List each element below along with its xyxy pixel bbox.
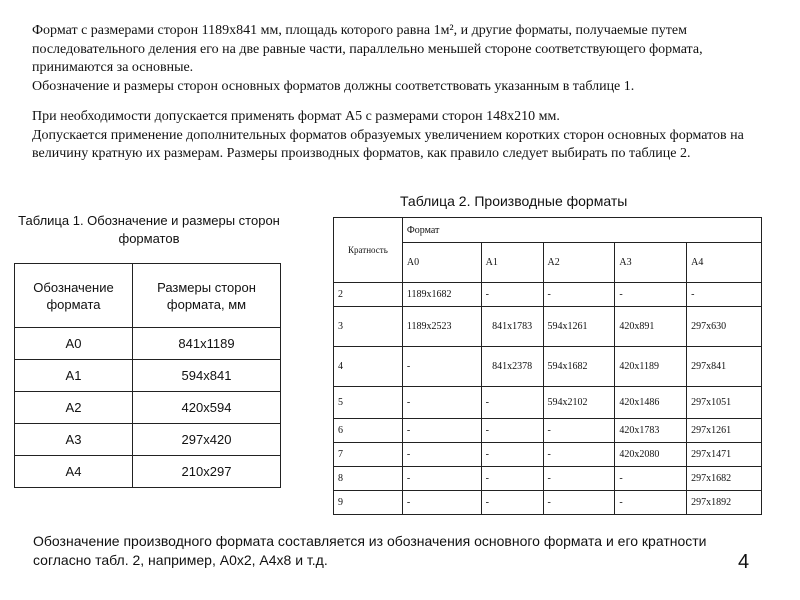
table-row bbox=[334, 387, 762, 419]
table2-cell: - bbox=[402, 419, 481, 443]
footer-note: Обозначение производного формата составляется из обозначения основного формата и его кратности согласно табл. 2, например, А0х2, А4х8 и т.д. bbox=[33, 533, 707, 568]
table2-cell: 420х2080 bbox=[615, 443, 687, 467]
table2-cell: - bbox=[543, 443, 615, 467]
table2-header-row bbox=[334, 218, 762, 243]
table2-cell: - bbox=[481, 467, 543, 491]
table1-cell: А1 bbox=[15, 360, 133, 392]
table2-cell: 420х1189 bbox=[615, 347, 687, 387]
table2-cell: - bbox=[687, 283, 762, 307]
table2-cell: - bbox=[615, 467, 687, 491]
table2-cell: - bbox=[481, 283, 543, 307]
table2-cell: 7 bbox=[334, 443, 403, 467]
table2-header-kratnost: Кратность bbox=[334, 218, 403, 283]
table2-header-format: Формат bbox=[402, 218, 761, 243]
table2-cell: - bbox=[543, 467, 615, 491]
table2-cell: 841х1783 bbox=[481, 307, 543, 347]
table-row bbox=[15, 328, 281, 360]
table-row bbox=[15, 360, 281, 392]
table-row bbox=[334, 443, 762, 467]
table2-cell: 297х630 bbox=[687, 307, 762, 347]
table2-cell: - bbox=[543, 419, 615, 443]
table2-format-label: А4 bbox=[687, 243, 762, 283]
intro-text-1: Формат с размерами сторон 1189х841 мм, площадь которого равна 1м², и другие форматы, получаемые путем последовательного деления его на две равные части, параллельно меньшей стороне соответствующего формата, принимаются за основные. bbox=[32, 23, 703, 75]
table1-cell: 841х1189 bbox=[133, 328, 281, 360]
table2-cell: 594х1261 bbox=[543, 307, 615, 347]
table2-cell: 594х2102 bbox=[543, 387, 615, 419]
table2-format-label: А3 bbox=[615, 243, 687, 283]
table2-cell: - bbox=[402, 467, 481, 491]
table1-cell: А4 bbox=[15, 456, 133, 488]
table1-caption: Таблица 1. Обозначение и размеры сторон форматов bbox=[18, 213, 280, 246]
table2-cell: 420х1783 bbox=[615, 419, 687, 443]
table2-cell: 297х1051 bbox=[687, 387, 762, 419]
table1-header-row bbox=[15, 264, 281, 328]
table2-cell: - bbox=[481, 419, 543, 443]
extra-text-2: Допускается применение дополнительных форматов образуемых увеличением коротких сторон основных форматов на величину кратную их размерам. Размеры производных форматов, как правило следует выбирать по таблице 2. bbox=[32, 127, 744, 161]
table-row bbox=[334, 491, 762, 515]
table1-header-sizes: Размеры сторон формата, мм bbox=[133, 264, 281, 328]
table1-cell: 594х841 bbox=[133, 360, 281, 392]
table1-cell: А2 bbox=[15, 392, 133, 424]
table-row bbox=[15, 456, 281, 488]
table2-cell: 594х1682 bbox=[543, 347, 615, 387]
table2-cell: 297х1892 bbox=[687, 491, 762, 515]
table-row bbox=[15, 392, 281, 424]
table2-cell: - bbox=[402, 443, 481, 467]
extra-paragraph bbox=[12, 108, 782, 164]
table2-caption: Таблица 2. Производные форматы bbox=[400, 193, 628, 209]
table1-cell: А3 bbox=[15, 424, 133, 456]
table2-format-label: А1 bbox=[481, 243, 543, 283]
table2 bbox=[333, 217, 762, 515]
table2-cell: 3 bbox=[334, 307, 403, 347]
table2-cell: - bbox=[481, 387, 543, 419]
table2-cell: 6 bbox=[334, 419, 403, 443]
table2-cell: 1189х1682 bbox=[402, 283, 481, 307]
table2-cell: 5 bbox=[334, 387, 403, 419]
table2-cell: 2 bbox=[334, 283, 403, 307]
table2-cell: 420х1486 bbox=[615, 387, 687, 419]
table-row bbox=[334, 347, 762, 387]
table2-cell: - bbox=[615, 283, 687, 307]
table2-cell: 1189х2523 bbox=[402, 307, 481, 347]
intro-paragraph bbox=[12, 22, 774, 96]
table1-cell: А0 bbox=[15, 328, 133, 360]
table2-cell: - bbox=[481, 443, 543, 467]
table2-cell: 297х1471 bbox=[687, 443, 762, 467]
table2-cell: 841х2378 bbox=[481, 347, 543, 387]
table2-cell: - bbox=[402, 387, 481, 419]
table1-header-designation: Обозначение формата bbox=[15, 264, 133, 328]
table2-cell: 297х1682 bbox=[687, 467, 762, 491]
table2-cell: 4 bbox=[334, 347, 403, 387]
table2-format-label: А0 bbox=[402, 243, 481, 283]
table2-cell: 9 bbox=[334, 491, 403, 515]
table1-cell: 297х420 bbox=[133, 424, 281, 456]
table2-cell: - bbox=[543, 491, 615, 515]
table2-cell: - bbox=[402, 347, 481, 387]
intro-text-2: Обозначение и размеры сторон основных форматов должны соответствовать указанным в таблице 1. bbox=[32, 78, 635, 94]
table-row bbox=[15, 424, 281, 456]
table-row bbox=[334, 307, 762, 347]
table2-cell: 297х841 bbox=[687, 347, 762, 387]
table2-cell: - bbox=[402, 491, 481, 515]
table-row bbox=[334, 283, 762, 307]
table2-cell: - bbox=[543, 283, 615, 307]
table-row bbox=[334, 467, 762, 491]
table1-cell: 420х594 bbox=[133, 392, 281, 424]
table-row bbox=[334, 419, 762, 443]
table2-cell: 420х891 bbox=[615, 307, 687, 347]
table1-cell: 210х297 bbox=[133, 456, 281, 488]
table2-cell: 297х1261 bbox=[687, 419, 762, 443]
table2-cell: - bbox=[481, 491, 543, 515]
page-number: 4 bbox=[738, 551, 750, 573]
extra-text-1: При необходимости допускается применять формат А5 с размерами сторон 148х210 мм. bbox=[32, 109, 560, 124]
table2-format-label: А2 bbox=[543, 243, 615, 283]
table2-cell: 8 bbox=[334, 467, 403, 491]
table1 bbox=[14, 263, 281, 488]
table2-cell: - bbox=[615, 491, 687, 515]
